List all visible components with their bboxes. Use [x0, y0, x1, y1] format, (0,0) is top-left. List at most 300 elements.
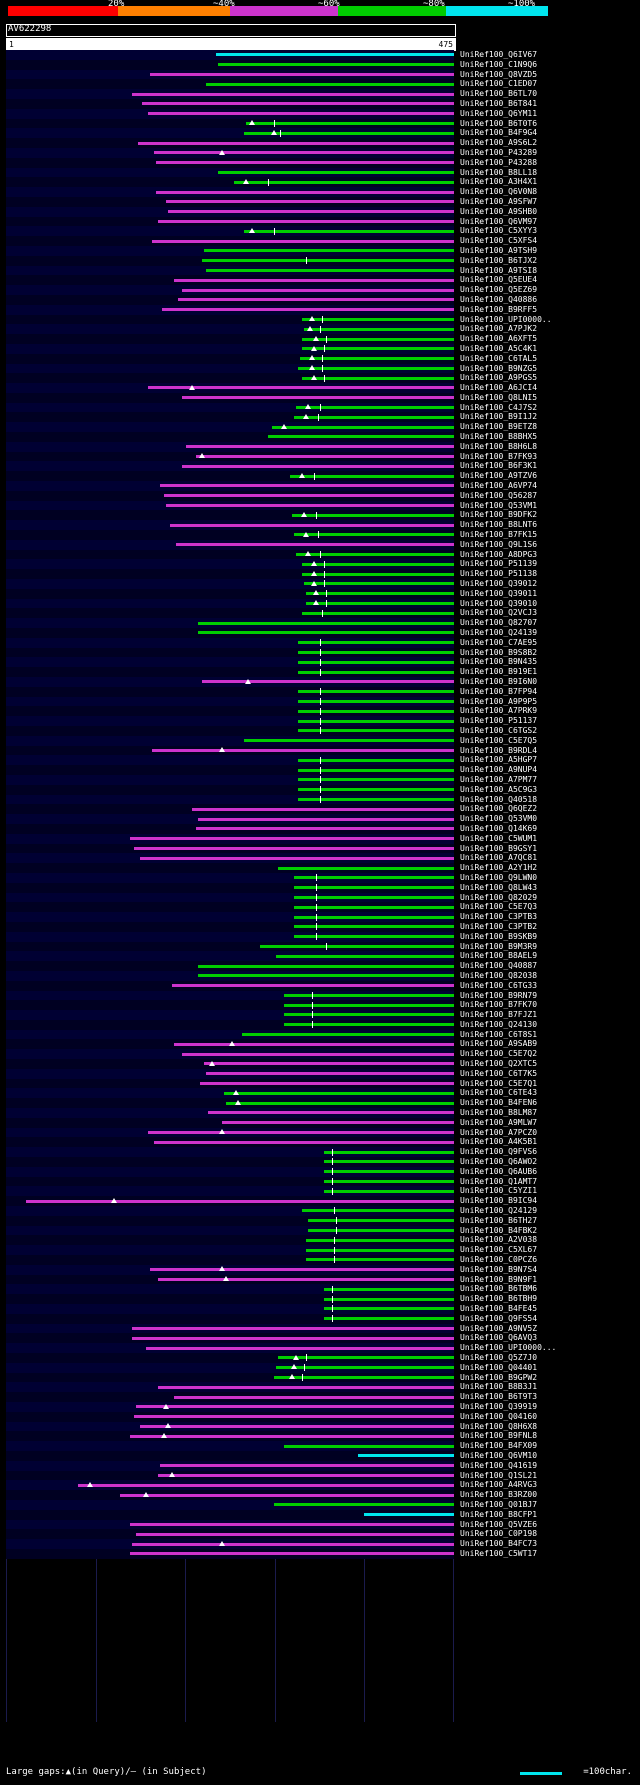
hit-id-label[interactable]: UniRef100_C6T7K5 — [460, 1068, 538, 1078]
alignment-row[interactable] — [6, 1079, 454, 1089]
hit-id-label[interactable]: UniRef100_B9FNL8 — [460, 1431, 538, 1441]
hit-id-label[interactable]: UniRef100_Q40887 — [460, 961, 538, 971]
hit-id-label[interactable]: UniRef100_Q82707 — [460, 618, 538, 628]
hit-id-label[interactable]: UniRef100_P51138 — [460, 569, 538, 579]
alignment-row[interactable] — [6, 697, 454, 707]
hit-id-label[interactable]: UniRef100_Q14K69 — [460, 823, 538, 833]
alignment-row[interactable] — [6, 559, 454, 569]
hsp-bar[interactable] — [206, 269, 454, 272]
hit-id-label[interactable]: UniRef100_B6TJX2 — [460, 255, 538, 265]
hsp-bar[interactable] — [132, 93, 454, 96]
hit-id-label[interactable]: UniRef100_C5XYY3 — [460, 226, 538, 236]
hit-id-label[interactable]: UniRef100_C1ED07 — [460, 79, 538, 89]
alignment-row[interactable] — [6, 501, 454, 511]
hsp-bar[interactable] — [182, 1053, 454, 1056]
hsp-bar[interactable] — [302, 338, 454, 341]
hsp-bar[interactable] — [78, 1484, 454, 1487]
alignment-row[interactable] — [6, 1520, 454, 1530]
alignment-row[interactable] — [6, 305, 454, 315]
hit-id-label[interactable]: UniRef100_Q24129 — [460, 1206, 538, 1216]
hit-id-label[interactable]: UniRef100_B9SKB9 — [460, 931, 538, 941]
hsp-bar[interactable] — [294, 906, 454, 909]
hsp-bar[interactable] — [306, 1249, 454, 1252]
hit-id-label[interactable]: UniRef100_A5HGP7 — [460, 755, 538, 765]
hsp-bar[interactable] — [298, 720, 454, 723]
hsp-bar[interactable] — [276, 1366, 454, 1369]
hsp-bar[interactable] — [206, 83, 454, 86]
alignment-row[interactable] — [6, 383, 454, 393]
hit-id-label[interactable]: UniRef100_Q24139 — [460, 628, 538, 638]
alignment-row[interactable] — [6, 804, 454, 814]
alignment-row[interactable] — [6, 912, 454, 922]
hsp-bar[interactable] — [142, 102, 454, 105]
hsp-bar[interactable] — [206, 1072, 454, 1075]
hsp-bar[interactable] — [298, 641, 454, 644]
hit-id-label[interactable]: UniRef100_A9TSI8 — [460, 265, 538, 275]
hsp-bar[interactable] — [298, 690, 454, 693]
hsp-bar[interactable] — [168, 210, 454, 213]
alignment-row[interactable] — [6, 1353, 454, 1363]
hit-id-label[interactable]: UniRef100_Q8LNI5 — [460, 392, 538, 402]
hsp-bar[interactable] — [130, 1523, 454, 1526]
hit-id-label[interactable]: UniRef100_Q2XTC5 — [460, 1059, 538, 1069]
hit-id-label[interactable]: UniRef100_C5XFS4 — [460, 236, 538, 246]
hsp-bar[interactable] — [140, 1425, 454, 1428]
alignment-row[interactable] — [6, 226, 454, 236]
alignment-row[interactable] — [6, 1412, 454, 1422]
alignment-row[interactable] — [6, 1284, 454, 1294]
hsp-bar[interactable] — [134, 1415, 454, 1418]
alignment-row[interactable] — [6, 403, 454, 413]
hit-id-label[interactable]: UniRef100_A4RVG3 — [460, 1480, 538, 1490]
hsp-bar[interactable] — [242, 1033, 454, 1036]
hit-id-label[interactable]: UniRef100_Q5EUE4 — [460, 275, 538, 285]
alignment-row[interactable] — [6, 89, 454, 99]
alignment-row[interactable] — [6, 922, 454, 932]
hit-id-label[interactable]: UniRef100_B4FX09 — [460, 1441, 538, 1451]
hsp-bar[interactable] — [276, 955, 454, 958]
alignment-row[interactable] — [6, 1069, 454, 1079]
alignment-row[interactable] — [6, 961, 454, 971]
alignment-row[interactable] — [6, 1000, 454, 1010]
hit-id-label[interactable]: UniRef100_B9NZG5 — [460, 363, 538, 373]
hsp-bar[interactable] — [364, 1513, 454, 1516]
hit-id-label[interactable]: UniRef100_Q6YM11 — [460, 108, 538, 118]
hsp-bar[interactable] — [202, 259, 454, 262]
hit-id-label[interactable]: UniRef100_B8LNT6 — [460, 520, 538, 530]
hsp-bar[interactable] — [244, 739, 454, 742]
alignment-row[interactable] — [6, 119, 454, 129]
hit-id-label[interactable]: UniRef100_Q9FS54 — [460, 1313, 538, 1323]
hsp-bar[interactable] — [216, 53, 454, 56]
hsp-bar[interactable] — [306, 592, 454, 595]
hsp-bar[interactable] — [324, 1151, 454, 1154]
hsp-bar[interactable] — [132, 1543, 454, 1546]
hsp-bar[interactable] — [204, 1062, 454, 1065]
hit-id-label[interactable]: UniRef100_B6TBM6 — [460, 1284, 538, 1294]
alignment-row[interactable] — [6, 1118, 454, 1128]
hit-id-label[interactable]: UniRef100_B9I6N0 — [460, 677, 538, 686]
hsp-bar[interactable] — [298, 769, 454, 772]
hit-id-label[interactable]: UniRef100_Q5Z7J0 — [460, 1352, 538, 1362]
alignment-row[interactable] — [6, 863, 454, 873]
alignment-row[interactable] — [6, 1147, 454, 1157]
hit-id-label[interactable]: UniRef100_B9N9F1 — [460, 1274, 538, 1284]
alignment-row[interactable] — [6, 109, 454, 119]
hit-id-label[interactable]: UniRef100_Q9LWN0 — [460, 872, 538, 882]
hsp-bar[interactable] — [154, 1141, 454, 1144]
alignment-row[interactable] — [6, 128, 454, 138]
alignment-row[interactable] — [6, 60, 454, 70]
hit-id-label[interactable]: UniRef100_C3PTB2 — [460, 921, 538, 931]
alignment-row[interactable] — [6, 1549, 454, 1559]
hsp-bar[interactable] — [298, 700, 454, 703]
alignment-row[interactable] — [6, 1020, 454, 1030]
hsp-bar[interactable] — [306, 602, 454, 605]
hit-id-label[interactable]: UniRef100_Q6V0N8 — [460, 187, 538, 197]
alignment-row[interactable] — [6, 716, 454, 726]
hit-id-label[interactable]: UniRef100_Q6IV67 — [460, 50, 538, 59]
alignment-row[interactable] — [6, 1177, 454, 1187]
hsp-bar[interactable] — [196, 827, 454, 830]
hit-id-label[interactable]: UniRef100_A7PJK2 — [460, 324, 538, 334]
alignment-row[interactable] — [6, 755, 454, 765]
hit-id-label[interactable]: UniRef100_C0P198 — [460, 1529, 538, 1539]
hsp-bar[interactable] — [166, 504, 454, 507]
alignment-row[interactable] — [6, 599, 454, 609]
alignment-row[interactable] — [6, 746, 454, 756]
alignment-row[interactable] — [6, 726, 454, 736]
hsp-bar[interactable] — [164, 494, 454, 497]
alignment-row[interactable] — [6, 677, 454, 687]
hsp-bar[interactable] — [284, 1004, 454, 1007]
hit-id-label[interactable]: UniRef100_Q04160 — [460, 1411, 538, 1421]
hsp-bar[interactable] — [198, 622, 454, 625]
hsp-bar[interactable] — [156, 161, 454, 164]
hit-id-label[interactable]: UniRef100_A9NV5Z — [460, 1323, 538, 1333]
hit-id-label[interactable]: UniRef100_B6TBH9 — [460, 1294, 538, 1304]
hit-id-label[interactable]: UniRef100_Q40886 — [460, 294, 538, 304]
hsp-bar[interactable] — [308, 1229, 454, 1232]
hsp-bar[interactable] — [152, 749, 454, 752]
alignment-row[interactable] — [6, 1294, 454, 1304]
hit-id-label[interactable]: UniRef100_B9RN79 — [460, 990, 538, 1000]
alignment-row[interactable] — [6, 452, 454, 462]
hit-id-label[interactable]: UniRef100_B6T0T6 — [460, 118, 538, 128]
alignment-row[interactable] — [6, 1245, 454, 1255]
alignment-row[interactable] — [6, 50, 454, 60]
hit-id-label[interactable]: UniRef100_C5E7Q2 — [460, 1049, 538, 1059]
hsp-bar[interactable] — [134, 847, 454, 850]
hit-id-label[interactable]: UniRef100_C5E7Q1 — [460, 1078, 538, 1088]
alignment-row[interactable] — [6, 491, 454, 501]
alignment-row[interactable] — [6, 1461, 454, 1471]
hit-id-label[interactable]: UniRef100_A9P9P5 — [460, 696, 538, 706]
hsp-bar[interactable] — [202, 680, 454, 683]
alignment-row[interactable] — [6, 853, 454, 863]
alignment-row[interactable] — [6, 1392, 454, 1402]
hsp-bar[interactable] — [284, 994, 454, 997]
hsp-bar[interactable] — [148, 1131, 454, 1134]
alignment-row[interactable] — [6, 236, 454, 246]
hsp-bar[interactable] — [120, 1494, 454, 1497]
hit-id-label[interactable]: UniRef100_Q53VM0 — [460, 814, 538, 824]
alignment-row[interactable] — [6, 736, 454, 746]
hsp-bar[interactable] — [150, 73, 454, 76]
hit-id-label[interactable]: UniRef100_B9ETZ8 — [460, 422, 538, 432]
hsp-bar[interactable] — [302, 1209, 454, 1212]
hit-id-label[interactable]: UniRef100_A6VP74 — [460, 481, 538, 491]
hsp-bar[interactable] — [136, 1405, 454, 1408]
hit-id-label[interactable]: UniRef100_A9NUP4 — [460, 765, 538, 775]
hsp-bar[interactable] — [268, 435, 454, 438]
hit-id-label[interactable]: UniRef100_Q56287 — [460, 490, 538, 500]
hit-id-label[interactable]: UniRef100_Q39012 — [460, 579, 538, 589]
alignment-row[interactable] — [6, 1343, 454, 1353]
hsp-bar[interactable] — [298, 798, 454, 801]
hsp-bar[interactable] — [244, 230, 454, 233]
hsp-bar[interactable] — [150, 1268, 454, 1271]
hsp-bar[interactable] — [298, 778, 454, 781]
alignment-row[interactable] — [6, 1304, 454, 1314]
alignment-row[interactable] — [6, 168, 454, 178]
alignment-row[interactable] — [6, 628, 454, 638]
alignment-row[interactable] — [6, 275, 454, 285]
hsp-bar[interactable] — [198, 818, 454, 821]
hit-id-label[interactable]: UniRef100_Q5EZ69 — [460, 285, 538, 295]
alignment-row[interactable] — [6, 1137, 454, 1147]
hit-id-label[interactable]: UniRef100_Q2VCJ3 — [460, 608, 538, 618]
alignment-row[interactable] — [6, 217, 454, 227]
alignment-row[interactable] — [6, 1128, 454, 1138]
hsp-bar[interactable] — [158, 1474, 454, 1477]
hit-id-label[interactable]: UniRef100_Q40518 — [460, 794, 538, 804]
hsp-bar[interactable] — [196, 455, 454, 458]
alignment-row[interactable] — [6, 1265, 454, 1275]
alignment-row[interactable] — [6, 1373, 454, 1383]
hit-id-label[interactable]: UniRef100_Q01BJ7 — [460, 1499, 538, 1509]
hsp-bar[interactable] — [306, 1239, 454, 1242]
hit-id-label[interactable]: UniRef100_B6T9T3 — [460, 1392, 538, 1402]
hit-id-label[interactable]: UniRef100_A5C9G3 — [460, 784, 538, 794]
hit-id-label[interactable]: UniRef100_B9N7S4 — [460, 1264, 538, 1274]
alignment-row[interactable] — [6, 364, 454, 374]
alignment-row[interactable] — [6, 344, 454, 354]
alignment-row[interactable] — [6, 373, 454, 383]
alignment-row[interactable] — [6, 1196, 454, 1206]
hsp-bar[interactable] — [324, 1160, 454, 1163]
alignment-row[interactable] — [6, 1333, 454, 1343]
hit-id-label[interactable]: UniRef100_C5E7Q5 — [460, 735, 538, 745]
hit-id-label[interactable]: UniRef100_C3PTB3 — [460, 912, 538, 922]
hit-id-label[interactable]: UniRef100_A6JCI4 — [460, 383, 538, 393]
alignment-row[interactable] — [6, 1108, 454, 1118]
hsp-bar[interactable] — [158, 1278, 454, 1281]
hit-id-label[interactable]: UniRef100_C5WT17 — [460, 1548, 538, 1558]
alignment-row[interactable] — [6, 1471, 454, 1481]
alignment-row[interactable] — [6, 1382, 454, 1392]
hit-id-label[interactable]: UniRef100_A8DPG3 — [460, 549, 538, 559]
hsp-bar[interactable] — [278, 1356, 454, 1359]
alignment-row[interactable] — [6, 932, 454, 942]
hsp-bar[interactable] — [182, 396, 454, 399]
hsp-bar[interactable] — [298, 651, 454, 654]
hsp-bar[interactable] — [308, 1219, 454, 1222]
hsp-bar[interactable] — [200, 1082, 454, 1085]
alignment-row[interactable] — [6, 834, 454, 844]
hit-id-label[interactable]: UniRef100_B6TL70 — [460, 89, 538, 99]
hsp-bar[interactable] — [172, 984, 454, 987]
alignment-row[interactable] — [6, 412, 454, 422]
hit-id-label[interactable]: UniRef100_A9TSH9 — [460, 245, 538, 255]
alignment-row[interactable] — [6, 266, 454, 276]
alignment-row[interactable] — [6, 1226, 454, 1236]
alignment-row[interactable] — [6, 657, 454, 667]
hsp-bar[interactable] — [146, 1347, 454, 1350]
hsp-bar[interactable] — [298, 729, 454, 732]
alignment-row[interactable] — [6, 971, 454, 981]
hsp-bar[interactable] — [300, 357, 454, 360]
alignment-row[interactable] — [6, 1235, 454, 1245]
hit-id-label[interactable]: UniRef100_Q6VM97 — [460, 216, 538, 226]
hit-id-label[interactable]: UniRef100_A9PGS5 — [460, 373, 538, 383]
hsp-bar[interactable] — [358, 1454, 454, 1457]
alignment-row[interactable] — [6, 510, 454, 520]
alignment-row[interactable] — [6, 873, 454, 883]
alignment-row[interactable] — [6, 1490, 454, 1500]
hsp-bar[interactable] — [182, 289, 454, 292]
hsp-bar[interactable] — [284, 1445, 454, 1448]
alignment-row[interactable] — [6, 1539, 454, 1549]
alignment-row[interactable] — [6, 883, 454, 893]
hit-id-label[interactable]: UniRef100_Q1AMT7 — [460, 1176, 538, 1186]
hsp-bar[interactable] — [294, 935, 454, 938]
hit-id-label[interactable]: UniRef100_Q39011 — [460, 588, 538, 598]
hit-id-label[interactable]: UniRef100_B6TH27 — [460, 1215, 538, 1225]
alignment-row[interactable] — [6, 1167, 454, 1177]
hsp-bar[interactable] — [170, 524, 454, 527]
hit-id-label[interactable]: UniRef100_Q39010 — [460, 598, 538, 608]
hit-id-label[interactable]: UniRef100_B7FK70 — [460, 1000, 538, 1010]
hit-id-label[interactable]: UniRef100_B9GPW2 — [460, 1372, 538, 1382]
hit-id-label[interactable]: UniRef100_P51139 — [460, 559, 538, 569]
hsp-bar[interactable] — [132, 1327, 454, 1330]
alignment-row[interactable] — [6, 569, 454, 579]
hit-id-label[interactable]: UniRef100_C6TG33 — [460, 980, 538, 990]
hsp-bar[interactable] — [298, 661, 454, 664]
hit-id-label[interactable]: UniRef100_B8H6L8 — [460, 441, 538, 451]
hit-id-label[interactable]: UniRef100_B4FE45 — [460, 1304, 538, 1313]
alignment-row[interactable] — [6, 442, 454, 452]
hit-id-label[interactable]: UniRef100_B8AEL9 — [460, 951, 538, 961]
hsp-bar[interactable] — [136, 1533, 454, 1536]
hit-id-label[interactable]: UniRef100_A2V038 — [460, 1235, 538, 1245]
hsp-bar[interactable] — [158, 1386, 454, 1389]
hit-id-label[interactable]: UniRef100_Q8LW43 — [460, 882, 538, 892]
alignment-row[interactable] — [6, 158, 454, 168]
hsp-bar[interactable] — [284, 1023, 454, 1026]
alignment-row[interactable] — [6, 579, 454, 589]
alignment-row[interactable] — [6, 1049, 454, 1059]
hit-id-label[interactable]: UniRef100_B6F3K1 — [460, 461, 538, 471]
alignment-row[interactable] — [6, 608, 454, 618]
hit-id-label[interactable]: UniRef100_C1N9Q6 — [460, 59, 538, 69]
alignment-row[interactable] — [6, 648, 454, 658]
alignment-row[interactable] — [6, 187, 454, 197]
hit-id-label[interactable]: UniRef100_Q1SL21 — [460, 1470, 538, 1480]
hsp-bar[interactable] — [152, 240, 454, 243]
hit-id-label[interactable]: UniRef100_Q82038 — [460, 970, 538, 980]
hsp-bar[interactable] — [174, 1043, 454, 1046]
hsp-bar[interactable] — [304, 582, 454, 585]
hsp-bar[interactable] — [156, 191, 454, 194]
alignment-row[interactable] — [6, 1186, 454, 1196]
hit-id-label[interactable]: UniRef100_Q8VZD5 — [460, 69, 538, 79]
alignment-row[interactable] — [6, 1510, 454, 1520]
hit-id-label[interactable]: UniRef100_B9N435 — [460, 657, 538, 667]
hsp-bar[interactable] — [324, 1180, 454, 1183]
hit-id-label[interactable]: UniRef100_B7FJZ1 — [460, 1010, 538, 1020]
hit-id-label[interactable]: UniRef100_B3RZ00 — [460, 1490, 538, 1500]
alignment-row[interactable] — [6, 687, 454, 697]
alignment-row[interactable] — [6, 1441, 454, 1451]
hit-id-label[interactable]: UniRef100_A9SAB9 — [460, 1039, 538, 1049]
hsp-bar[interactable] — [158, 220, 454, 223]
hit-id-label[interactable]: UniRef100_B9RFF5 — [460, 304, 538, 314]
hsp-bar[interactable] — [192, 808, 454, 811]
alignment-row[interactable] — [6, 981, 454, 991]
alignment-row[interactable] — [6, 1500, 454, 1510]
alignment-row[interactable] — [6, 951, 454, 961]
hit-id-label[interactable]: UniRef100_B9S8B2 — [460, 647, 538, 657]
hit-id-label[interactable]: UniRef100_A4K5B1 — [460, 1137, 538, 1147]
hit-id-label[interactable]: UniRef100_A9MLW7 — [460, 1117, 538, 1127]
alignment-row[interactable] — [6, 1088, 454, 1098]
hsp-bar[interactable] — [26, 1200, 454, 1203]
hit-id-label[interactable]: UniRef100_Q04401 — [460, 1362, 538, 1372]
hsp-bar[interactable] — [226, 1102, 454, 1105]
hit-id-label[interactable]: UniRef100_P43289 — [460, 147, 538, 157]
alignment-row[interactable] — [6, 942, 454, 952]
hsp-bar[interactable] — [198, 965, 454, 968]
hit-id-label[interactable]: UniRef100_Q6AWO2 — [460, 1157, 538, 1167]
alignment-row[interactable] — [6, 1422, 454, 1432]
hsp-bar[interactable] — [294, 916, 454, 919]
hsp-bar[interactable] — [284, 1013, 454, 1016]
hsp-bar[interactable] — [218, 171, 454, 174]
hsp-bar[interactable] — [160, 484, 454, 487]
alignment-row[interactable] — [6, 70, 454, 80]
alignment-row[interactable] — [6, 79, 454, 89]
hit-id-label[interactable]: UniRef100_B9I1J2 — [460, 412, 538, 422]
alignment-row[interactable] — [6, 550, 454, 560]
hsp-bar[interactable] — [298, 710, 454, 713]
alignment-row[interactable] — [6, 1010, 454, 1020]
hsp-bar[interactable] — [218, 63, 454, 66]
hit-id-label[interactable]: UniRef100_Q6QEZ2 — [460, 804, 538, 814]
hsp-bar[interactable] — [174, 1396, 454, 1399]
hit-id-label[interactable]: UniRef100_Q6AVQ3 — [460, 1333, 538, 1343]
hit-id-label[interactable]: UniRef100_Q41619 — [460, 1460, 538, 1470]
alignment-row[interactable] — [6, 1030, 454, 1040]
hsp-bar[interactable] — [140, 857, 454, 860]
hsp-bar[interactable] — [298, 788, 454, 791]
alignment-row[interactable] — [6, 1255, 454, 1265]
hit-id-label[interactable]: UniRef100_B4FEN6 — [460, 1098, 538, 1108]
alignment-row[interactable] — [6, 432, 454, 442]
hsp-bar[interactable] — [274, 1376, 454, 1379]
hit-id-label[interactable]: UniRef100_Q24130 — [460, 1019, 538, 1029]
